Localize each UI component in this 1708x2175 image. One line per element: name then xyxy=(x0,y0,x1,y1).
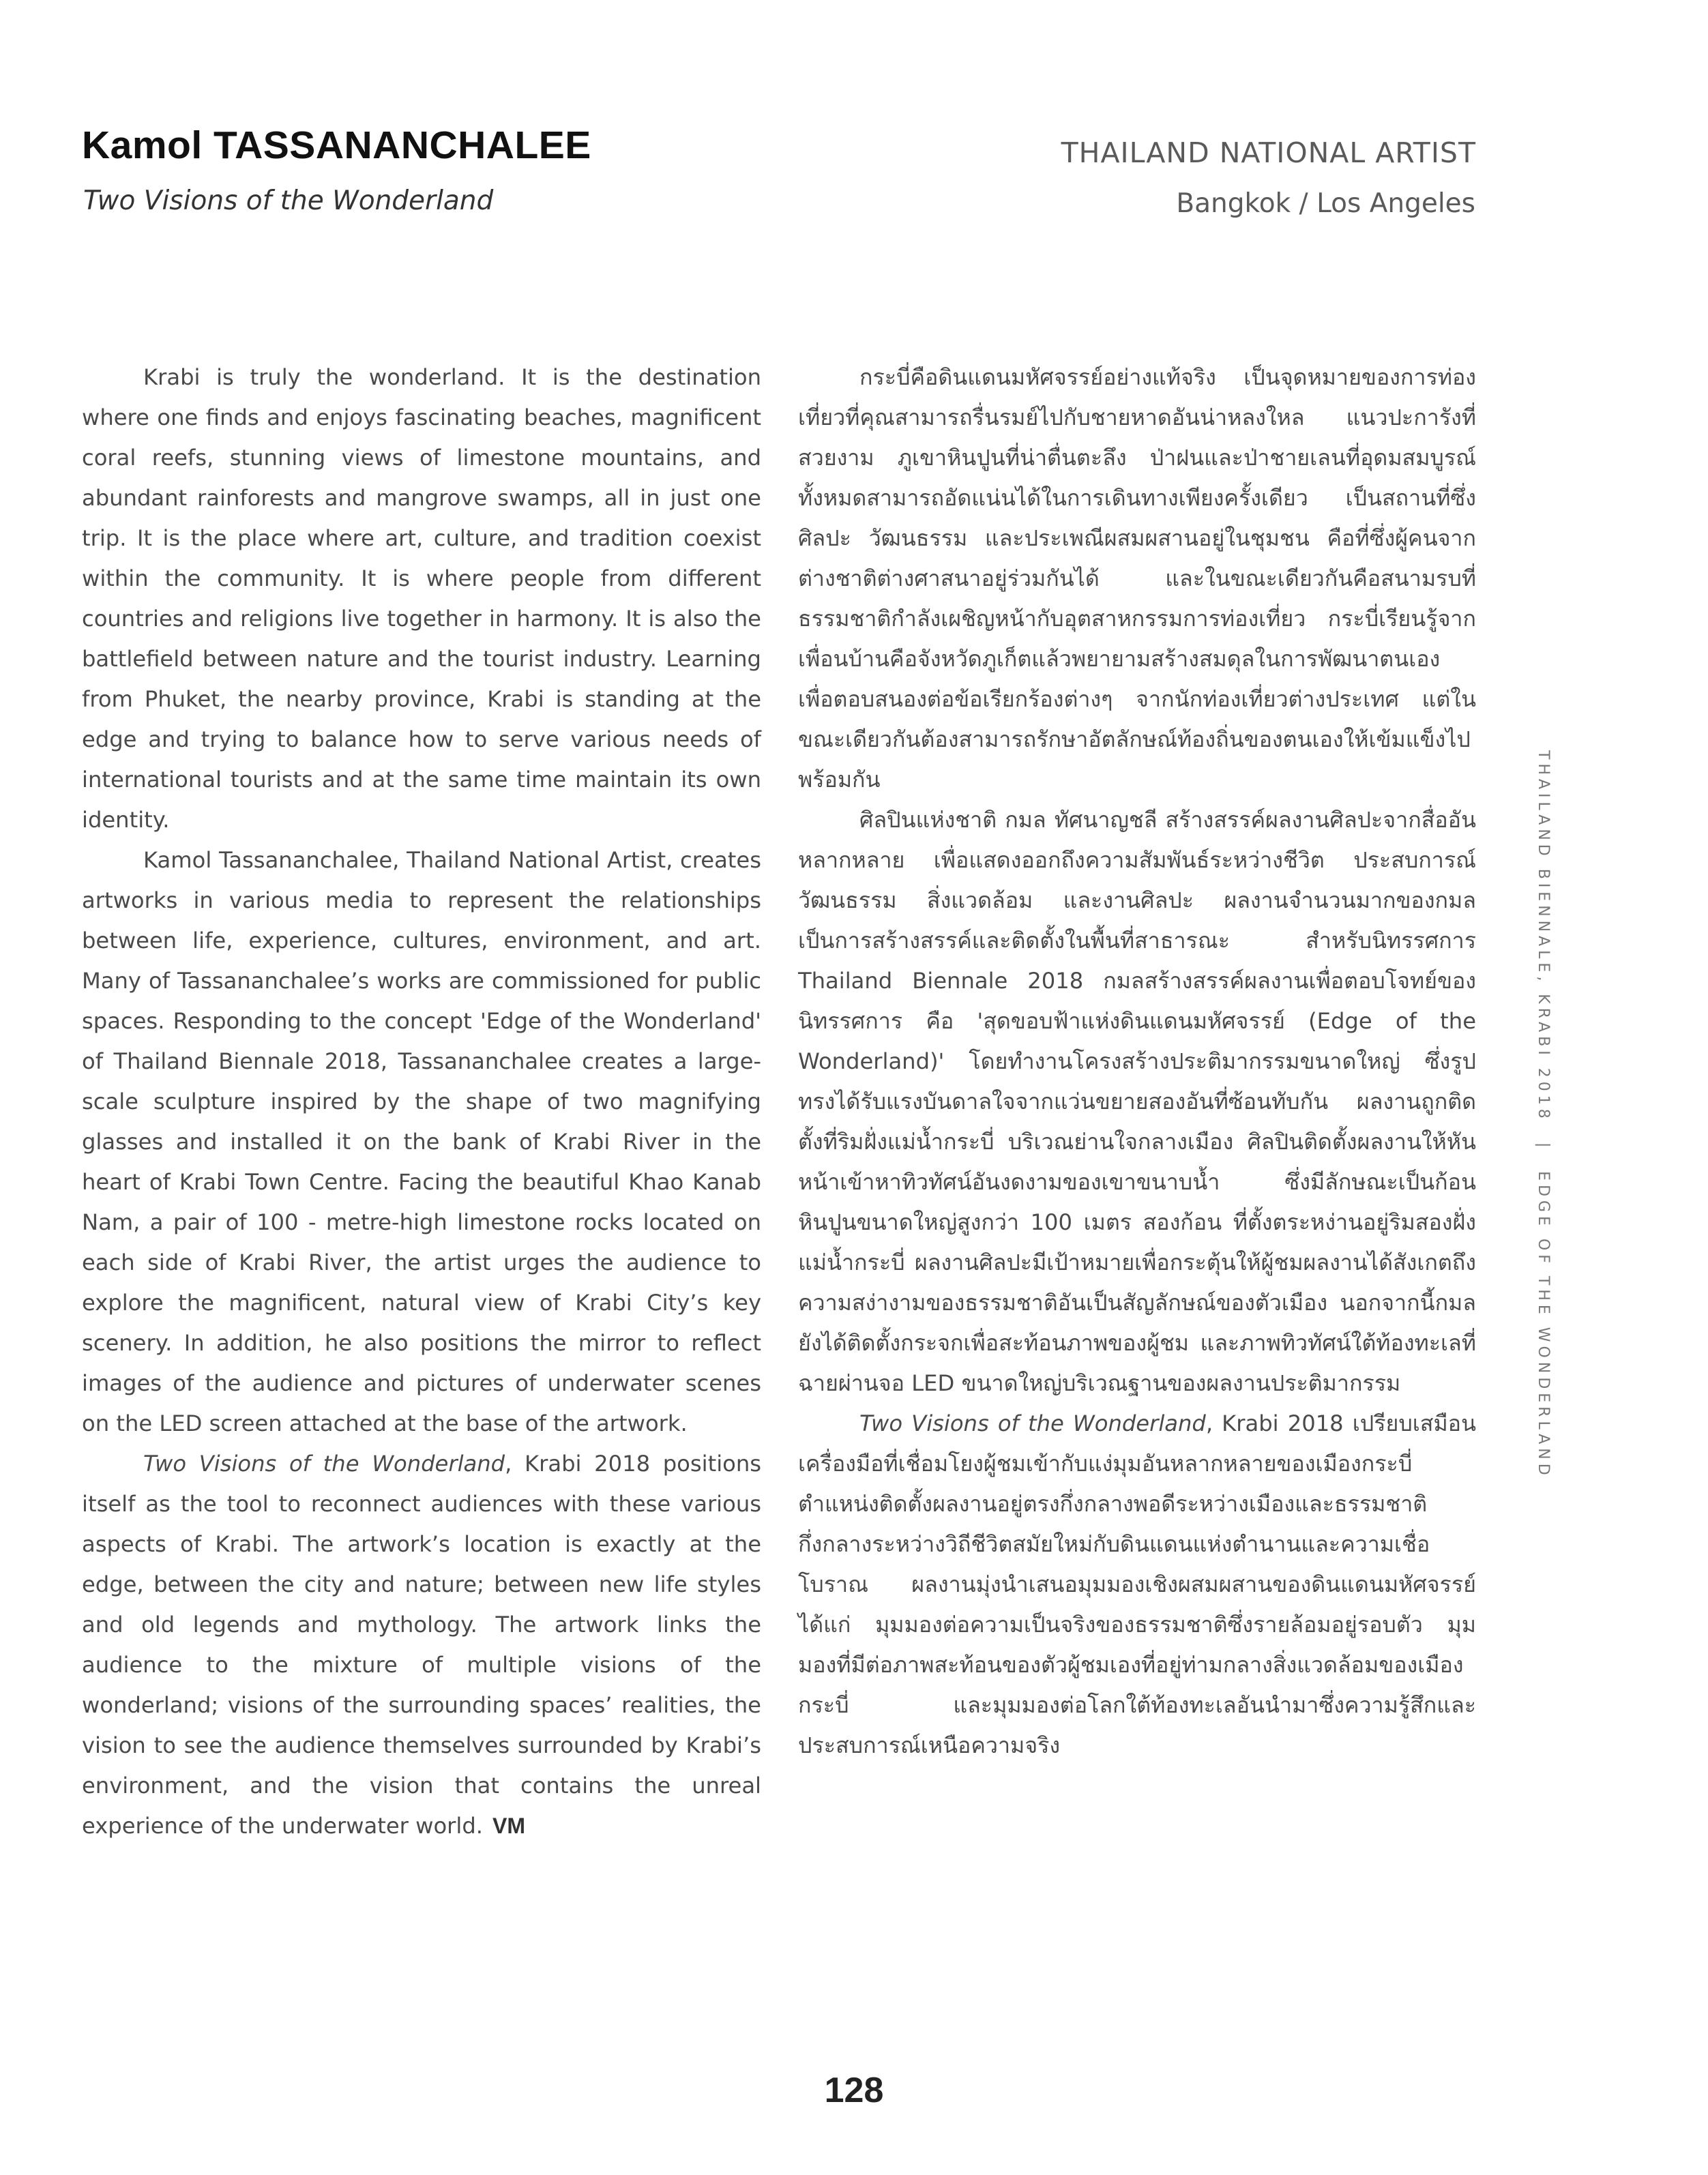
english-paragraph-3 xyxy=(82,1444,761,1846)
artist-location: Bangkok / Los Angeles xyxy=(1176,188,1475,219)
running-header-theme: EDGE OF THE WONDERLAND xyxy=(1535,1171,1552,1479)
thai-paragraph-2: ศิลปินแห่งชาติ กมล ทัศนาญชลี สร้างสรรค์ผลงานศิลปะจากสื่ออันหลากหลาย เพื่อแสดงออกถึงความสัมพันธ์ระหว่างชีวิต ประสบการณ์ วัฒนธรรม สิ่งแวดล้อม และงานศิลปะ ผลงานจำนวนมากของกมลเป็นการสร้างสรรค์และติดตั้งในพื้นที่สาธารณะ สำหรับนิทรรศการ Thailand Biennale 2018 กมลสร้างสรรค์ผลงานเพื่อตอบโจทย์ของนิทรรศการ คือ 'สุดขอบฟ้าแห่งดินแดนมหัศจรรย์ (Edge of the Wonderland)' โดยทำงานโครงสร้างประติมากรรมขนาดใหญ่ ซึ่งรูปทรงได้รับแรงบันดาลใจจากแว่นขยายสองอันที่ซ้อนทับกัน ผลงานถูกติดตั้งที่ริมฝั่งแม่น้ำกระบี่ บริเวณย่านใจกลางเมือง ศิลปินติดตั้งผลงานให้หันหน้าเข้าหาทิวทัศน์อันงดงามของเขาขนาบน้ำ ซึ่งมีลักษณะเป็นก้อนหินปูนขนาดใหญ่สูงกว่า 100 เมตร สองก้อน ที่ตั้งตระหง่านอยู่ริมสองฝั่งแม่น้ำกระบี่ ผลงานศิลปะมีเป้าหมายเพื่อกระตุ้นให้ผู้ชมผลงานได้สังเกตถึงความสง่างามของธรรมชาติอันเป็นสัญลักษณ์ของตัวเมือง นอกจากนี้กมลยังได้ติดตั้งกระจกเพื่อสะท้อนภาพของผู้ชม และภาพทิวทัศน์ใต้ท้องทะเลที่ฉายผ่านจอ LED ขนาดใหญ่บริเวณฐานของผลงานประติมากรรม xyxy=(798,807,1476,1396)
thai-paragraph-3-text: , Krabi 2018 เปรียบเสมือนเครื่องมือที่เชื่อมโยงผู้ชมเข้ากับแง่มุมอันหลากหลายของเมืองกระบี่ ตำแหน่งติดตั้งผลงานอยู่ตรงกึ่งกลางพอดีระหว่างเมืองและธรรมชาติ กึ่งกลางระหว่างวิถีชีวิตสมัยใหม่กับดินแดนแห่งตำนานและความเชื่อโบราณ ผลงานมุ่งนำเสนอมุมมองเชิงผสมผสานของดินแดนมหัศจรรย์ ได้แก่ มุมมองต่อความเป็นจริงของธรรมชาติซึ่งรายล้อมอยู่รอบตัว มุมมองที่มีต่อภาพสะท้อนของตัวผู้ชมเองที่อยู่ท่ามกลางสิ่งแวดล้อมของเมืองกระบี่ และมุมมองต่อโลกใต้ท้องทะเลอันนำมาซึ่งความรู้สึกและประสบการณ์เหนือความจริง xyxy=(798,1410,1476,1758)
english-paragraph-1: Krabi is truly the wonderland. It is the destination where one finds and enjoys fascinating beaches, magnificent coral reefs, stunning views of limestone mountains, and abundant rainforests and mangrove swamps, all in just one trip. It is the place where art, culture, and tradition coexist within the community. It is where people from different countries and religions live together in harmony. It is also the battlefield between nature and the tourist industry. Learning from Phuket, the nearby province, Krabi is standing at the edge and trying to balance how to serve various needs of international tourists and at the same time maintain its own identity. xyxy=(82,364,761,833)
author-signature: VM xyxy=(492,1814,526,1838)
artist-designation: THAILAND NATIONAL ARTIST xyxy=(1061,136,1476,169)
english-artwork-title: Two Visions of the Wonderland xyxy=(143,1451,505,1477)
vertical-running-header xyxy=(1535,750,1552,1479)
running-header-separator: | xyxy=(1535,1142,1552,1152)
running-header-exhibition: THAILAND BIENNALE, KRABI 2018 xyxy=(1535,750,1552,1123)
english-column xyxy=(82,357,761,1846)
thai-paragraph-1: กระบี่คือดินแดนมหัศจรรย์อย่างแท้จริง เป็นจุดหมายของการท่องเที่ยวที่คุณสามารถรื่นรมย์ไปกับชายหาดอันน่าหลงใหล แนวปะการังที่สวยงาม ภูเขาหินปูนที่น่าตื่นตะลึง ป่าฝนและป่าชายเลนที่อุดมสมบูรณ์ทั้งหมดสามารถอัดแน่นได้ในการเดินทางเพียงครั้งเดียว เป็นสถานที่ซึ่งศิลปะ วัฒนธรรม และประเพณีผสมผสานอยู่ในชุมชน คือที่ซึ่งผู้คนจากต่างชาติต่างศาสนาอยู่ร่วมกันได้ และในขณะเดียวกันคือสนามรบที่ธรรมชาติกำลังเผชิญหน้ากับอุตสาหกรรมการท่องเที่ยว กระบี่เรียนรู้จากเพื่อนบ้านคือจังหวัดภูเก็ตแล้วพยายามสร้างสมดุลในการพัฒนาตนเอง เพื่อตอบสนองต่อข้อเรียกร้องต่างๆ จากนักท่องเที่ยวต่างประเทศ แต่ในขณะเดียวกันต้องสามารถรักษาอัตลักษณ์ท้องถิ่นของตนเองให้เข้มแข็งไปพร้อมกัน xyxy=(798,364,1476,793)
artist-name: Kamol TASSANANCHALEE xyxy=(82,123,591,167)
thai-column xyxy=(798,357,1476,1766)
english-paragraph-2: Kamol Tassananchalee, Thailand National Artist, creates artworks in various media to represent the relationships between life, experience, cultures, environment, and art. Many of Tassananchalee’s works are commissioned for public spaces. Responding to the concept 'Edge of the Wonderland' of Thailand Biennale 2018, Tassananchalee creates a large-scale sculpture inspired by the shape of two magnifying glasses and installed it on the bank of Krabi River in the heart of Krabi Town Centre. Facing the beautiful Khao Kanab Nam, a pair of 100 - metre-high limestone rocks located on each side of Krabi River, the artist urges the audience to explore the magnificent, natural view of Krabi City’s key scenery. In addition, he also positions the mirror to reflect images of the audience and pictures of underwater scenes on the LED screen attached at the base of the artwork. xyxy=(82,847,761,1436)
thai-paragraph-3 xyxy=(798,1404,1476,1766)
page-number: 128 xyxy=(824,2071,884,2110)
thai-artwork-title: Two Visions of the Wonderland xyxy=(859,1410,1206,1436)
work-title: Two Visions of the Wonderland xyxy=(83,186,494,216)
english-paragraph-3-text: , Krabi 2018 positions itself as the tool to reconnect audiences with these various aspects of Krabi. The artwork’s location is exactly at the edge, between the city and nature; between new life styles and old legends and mythology. The artwork links the audience to the mixture of multiple visions of the wonderland; visions of the surrounding spaces’ realities, the vision to see the audience themselves surrounded by Krabi’s environment, and the vision that contains the unreal experience of the underwater world. xyxy=(82,1451,762,1839)
